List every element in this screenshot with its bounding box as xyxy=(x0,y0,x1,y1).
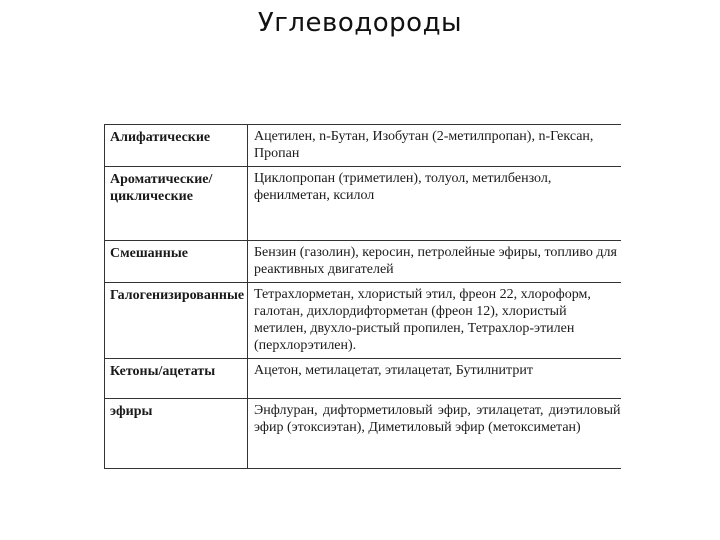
category-cell: Алифатические xyxy=(105,125,248,167)
table-row xyxy=(105,167,621,241)
examples-cell: Ацетилен, n-Бутан, Изобутан (2-метилпропан), n-Гексан, Пропан xyxy=(248,125,621,167)
table-row xyxy=(105,359,621,399)
category-cell: Кетоны/ацетаты xyxy=(105,359,248,399)
examples-cell: Ацетон, метилацетат, этилацетат, Бутилнитрит xyxy=(248,359,621,399)
table-row xyxy=(105,241,621,283)
category-cell: Смешанные xyxy=(105,241,248,283)
category-cell: Галогенизированные xyxy=(105,283,248,359)
examples-cell: Тетрахлорметан, хлористый этил, фреон 22, хлороформ, галотан, дихлордифторметан (фреон 12), хлористый метилен, двухло-ристый пропилен, Тетрахлор-этилен (перхлорэтилен). xyxy=(248,283,621,359)
hydrocarbons-table-container xyxy=(104,124,620,469)
examples-cell: Бензин (газолин), керосин, петролейные эфиры, топливо для реактивных двигателей xyxy=(248,241,621,283)
hydrocarbons-table xyxy=(104,124,621,469)
examples-cell: Энфлуран, дифторметиловый эфир, этилацетат, диэтиловый эфир (этоксиэтан), Диметиловый эфир (метоксиметан) xyxy=(248,399,621,469)
table-row xyxy=(105,125,621,167)
table-row xyxy=(105,283,621,359)
category-cell: эфиры xyxy=(105,399,248,469)
examples-cell: Циклопропан (триметилен), толуол, метилбензол, фенилметан, ксилол xyxy=(248,167,621,241)
slide-title: Углеводороды xyxy=(257,8,463,38)
table-row xyxy=(105,399,621,469)
category-cell: Ароматические/ циклические xyxy=(105,167,248,241)
